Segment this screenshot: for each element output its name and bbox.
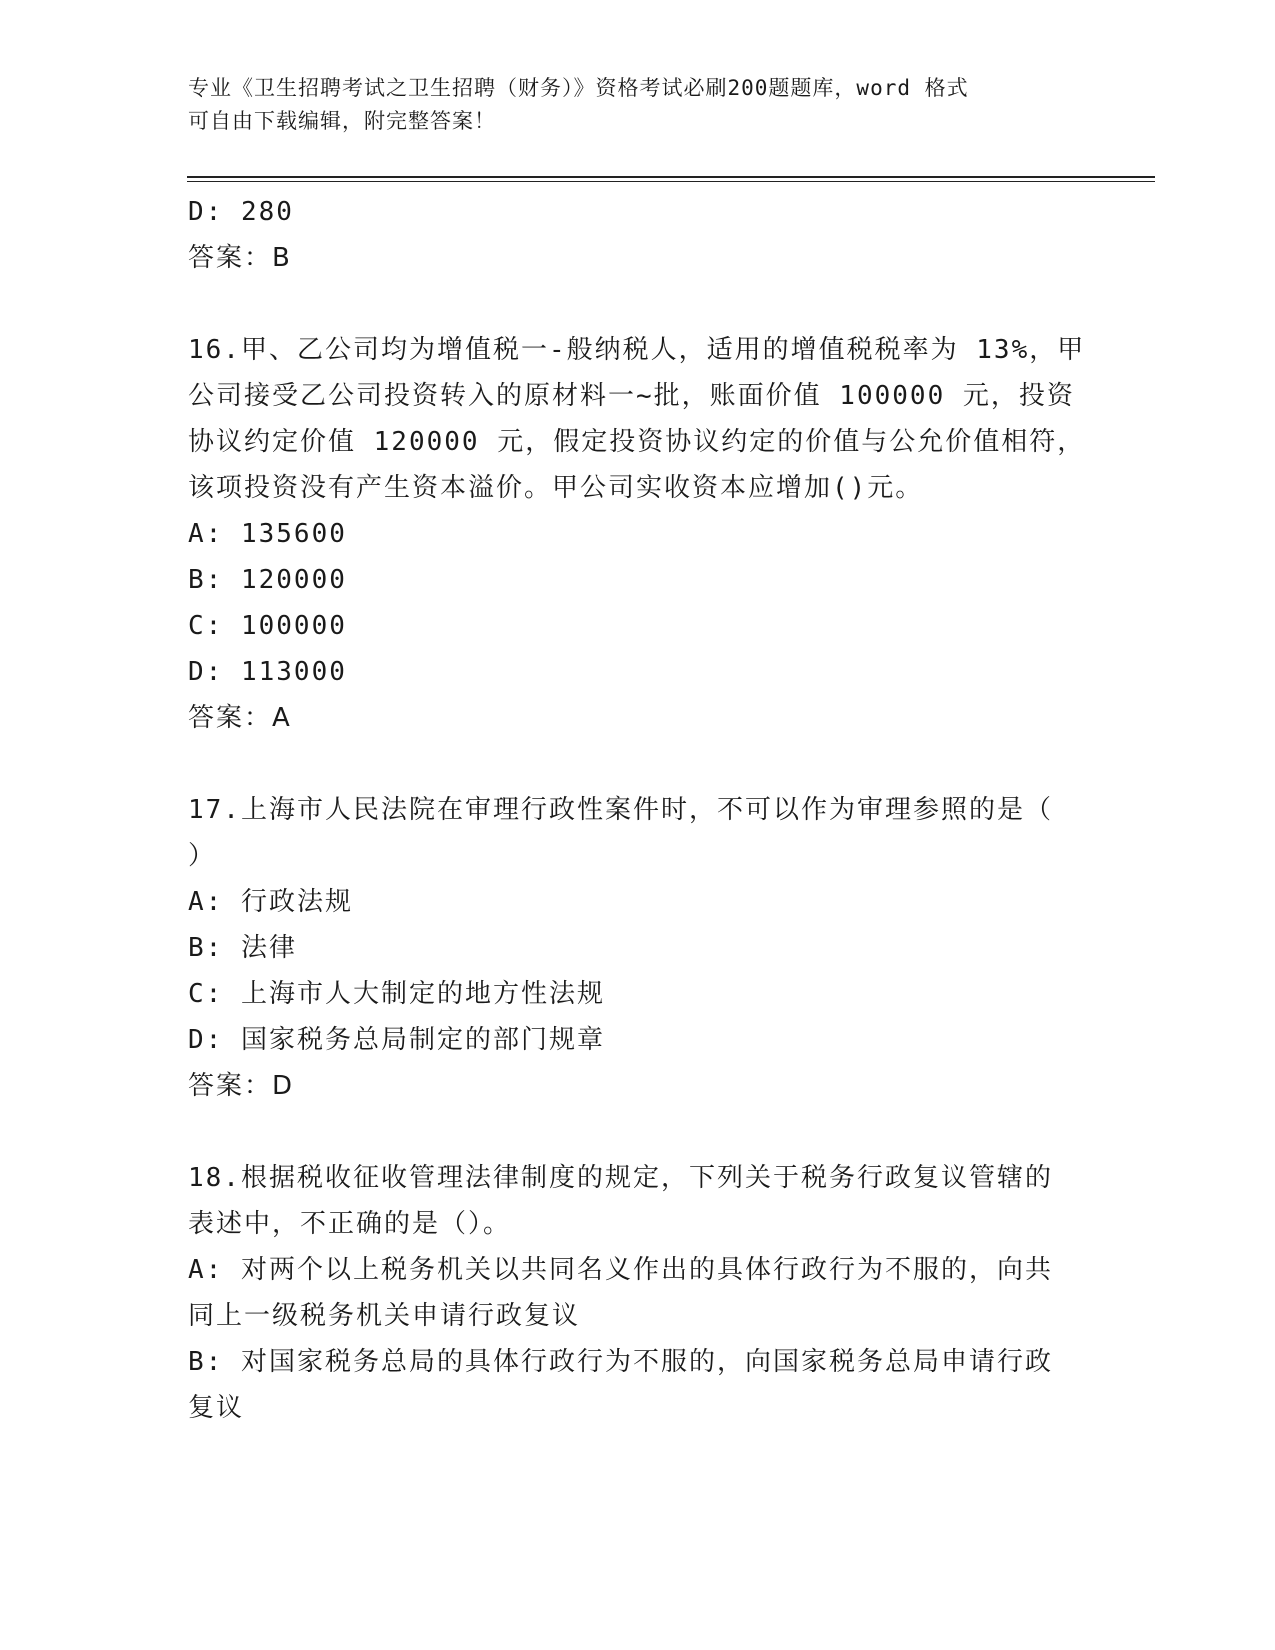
question-text: 公司接受乙公司投资转入的原材料一~批，账面价值 100000 元，投资 xyxy=(188,381,1075,411)
option-a: A: 行政法规 xyxy=(188,887,353,917)
option-b: B: 对国家税务总局的具体行政行为不服的，向国家税务总局申请行政 xyxy=(188,1347,1053,1377)
question-text: 17.上海市人民法院在审理行政性案件时，不可以作为审理参照的是（ xyxy=(188,795,1053,825)
question-text: 该项投资没有产生资本溢价。甲公司实收资本应增加()元。 xyxy=(188,473,924,503)
question-text: 16.甲、乙公司均为增值税一-般纳税人，适用的增值税税率为 13%，甲 xyxy=(188,335,1086,365)
option-c: C: 上海市人大制定的地方性法规 xyxy=(188,979,605,1009)
question-text: 协议约定价值 120000 元，假定投资协议约定的价值与公允价值相符， xyxy=(188,427,1086,457)
option-c: C: 100000 xyxy=(188,611,347,641)
option-d: D: 280 xyxy=(188,197,294,227)
answer: 答案：D xyxy=(188,1071,295,1101)
header-divider xyxy=(187,176,1155,182)
answer: 答案：A xyxy=(188,703,292,733)
spacer xyxy=(188,741,1088,787)
document-body xyxy=(188,189,1088,1431)
question-text: 表述中，不正确的是（）。 xyxy=(188,1209,512,1239)
previous-question-tail xyxy=(188,189,1088,281)
question-17 xyxy=(188,787,1088,1109)
question-text: 18.根据税收征收管理法律制度的规定，下列关于税务行政复议管辖的 xyxy=(188,1163,1053,1193)
spacer xyxy=(188,281,1088,327)
page-header xyxy=(188,72,1078,138)
header-title-line-1: 专业《卫生招聘考试之卫生招聘（财务）》资格考试必刷200题题库，word 格式 xyxy=(188,76,969,100)
header-title-line-2: 可自由下载编辑，附完整答案！ xyxy=(188,109,496,133)
spacer xyxy=(188,1109,1088,1155)
option-a: A: 135600 xyxy=(188,519,347,549)
option-b-continued: 复议 xyxy=(188,1393,245,1423)
option-b: B: 法律 xyxy=(188,933,297,963)
answer: 答案：B xyxy=(188,243,292,273)
question-text: ） xyxy=(188,841,217,871)
option-b: B: 120000 xyxy=(188,565,347,595)
option-d: D: 113000 xyxy=(188,657,347,687)
option-d: D: 国家税务总局制定的部门规章 xyxy=(188,1025,605,1055)
question-18 xyxy=(188,1155,1088,1431)
question-16 xyxy=(188,327,1088,741)
option-a: A: 对两个以上税务机关以共同名义作出的具体行政行为不服的，向共 xyxy=(188,1255,1053,1285)
option-a-continued: 同上一级税务机关申请行政复议 xyxy=(188,1301,581,1331)
